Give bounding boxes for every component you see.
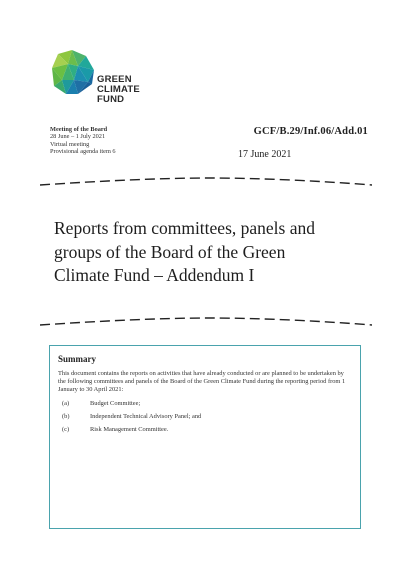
list-item-text: Budget Committee; [90,399,141,407]
list-item [58,426,352,434]
title-line-1: Reports from committees, panels and [54,218,315,238]
list-item [58,400,352,408]
meeting-info [50,126,116,156]
meeting-agenda: Provisional agenda item 6 [50,148,116,156]
logo-line-green: GREEN [97,74,132,85]
summary-box [49,345,361,529]
document-reference: GCF/B.29/Inf.06/Add.01 [253,126,368,137]
logo-wordmark [97,75,140,105]
document-title [54,217,374,288]
meeting-mode: Virtual meeting [50,140,90,148]
list-marker: (c) [62,425,70,433]
title-line-2: groups of the Board of the Green [54,241,286,262]
title-line-3: Climate Fund – Addendum I [54,265,255,285]
meeting-dates: 28 June – 1 July 2021 [50,133,106,141]
summary-list [58,400,352,434]
gcf-logo [48,48,148,108]
list-item-text: Independent Technical Advisory Panel; and [90,412,202,420]
gcf-globe-icon [48,48,96,100]
document-date: 17 June 2021 [238,149,292,160]
list-marker: (a) [62,399,70,407]
summary-body: This document contains the reports on activities that have already conducted or are planned to be undertaken by the following committees and panels of the Board of the Green Climate Fund during the reporting period from 1 January to 30 April 2021: [58,370,346,394]
logo-line-fund: FUND [97,94,125,105]
top-divider [40,176,372,188]
meeting-heading: Meeting of the Board [50,126,108,133]
summary-heading: Summary [58,354,96,364]
list-item [58,413,352,421]
logo-line-climate: CLIMATE [97,84,140,95]
list-marker: (b) [62,412,70,420]
list-item-text: Risk Management Committee. [90,425,169,433]
bottom-divider [40,316,372,328]
